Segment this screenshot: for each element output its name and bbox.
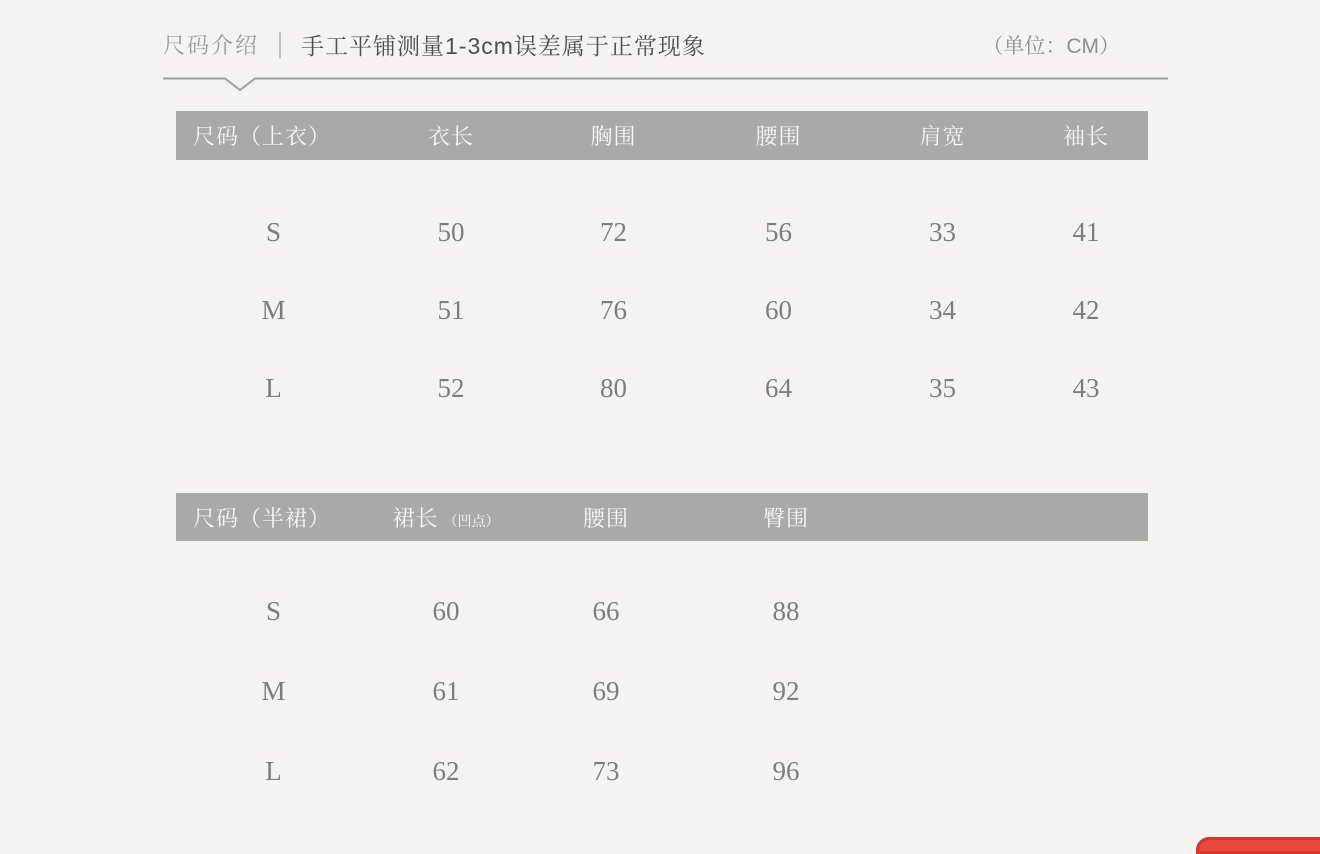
column-header-size-top: 尺码（上衣）	[193, 124, 332, 149]
value-cell: 56	[765, 216, 792, 247]
column-header-bust: 胸围	[590, 124, 637, 149]
size-label: L	[265, 372, 282, 403]
value-cell: 60	[432, 595, 460, 626]
floating-corner-button[interactable]	[1196, 837, 1320, 854]
value-cell: 43	[1072, 372, 1100, 403]
table-row	[176, 731, 1148, 811]
table-header-row	[176, 493, 1148, 541]
column-header-size-skirt: 尺码（半裙）	[193, 505, 332, 531]
value-cell: 66	[592, 595, 620, 626]
table-row	[176, 193, 1148, 271]
column-header-skirt-length	[371, 502, 521, 533]
size-table-skirt	[176, 493, 1148, 811]
column-header-waist: 腰围	[755, 124, 802, 149]
measurement-tolerance-note: 手工平铺测量1-3cm误差属于正常现象	[301, 33, 706, 59]
value-cell: 41	[1072, 216, 1100, 247]
column-header-sleeve: 袖长	[1062, 124, 1109, 149]
value-cell: 72	[600, 216, 627, 247]
value-cell: 35	[929, 372, 956, 403]
table-header-row	[176, 111, 1148, 160]
value-cell: 33	[929, 216, 956, 247]
divider-line-chevron	[163, 77, 1168, 93]
value-cell: 42	[1072, 294, 1100, 325]
unit-note: （单位：CM）	[982, 34, 1120, 58]
value-cell: 51	[437, 294, 465, 325]
size-section-header	[163, 28, 1168, 61]
value-cell: 60	[765, 294, 792, 325]
table-row	[176, 651, 1148, 731]
size-label: S	[265, 595, 282, 626]
value-cell: 80	[600, 372, 627, 403]
size-label: S	[265, 216, 282, 247]
table-row	[176, 571, 1148, 651]
section-tab-label: 尺码介绍	[163, 33, 260, 58]
size-label: L	[265, 755, 282, 786]
value-cell: 69	[592, 675, 620, 706]
value-cell: 61	[432, 675, 460, 706]
value-cell: 64	[765, 372, 792, 403]
size-label: M	[261, 675, 286, 706]
column-header-hip: 臀围	[762, 505, 809, 531]
value-cell: 88	[772, 595, 800, 626]
column-header-garment-length: 衣长	[427, 124, 474, 149]
value-cell: 62	[432, 755, 460, 786]
skirt-length-note: （凹点）	[443, 512, 500, 529]
skirt-length-label: 裙长	[392, 505, 439, 531]
table-body	[176, 541, 1148, 811]
table-row	[176, 271, 1148, 349]
column-header-waist: 腰围	[582, 505, 629, 531]
value-cell: 96	[772, 755, 800, 786]
value-cell: 52	[437, 372, 465, 403]
column-header-shoulder: 肩宽	[919, 124, 966, 149]
size-table-top-garment	[176, 111, 1148, 427]
vertical-divider	[279, 32, 281, 58]
value-cell: 73	[592, 755, 620, 786]
value-cell: 50	[437, 216, 465, 247]
value-cell: 76	[600, 294, 627, 325]
table-body	[176, 160, 1148, 427]
value-cell: 34	[929, 294, 956, 325]
table-row	[176, 349, 1148, 427]
size-label: M	[261, 294, 286, 325]
value-cell: 92	[772, 675, 800, 706]
